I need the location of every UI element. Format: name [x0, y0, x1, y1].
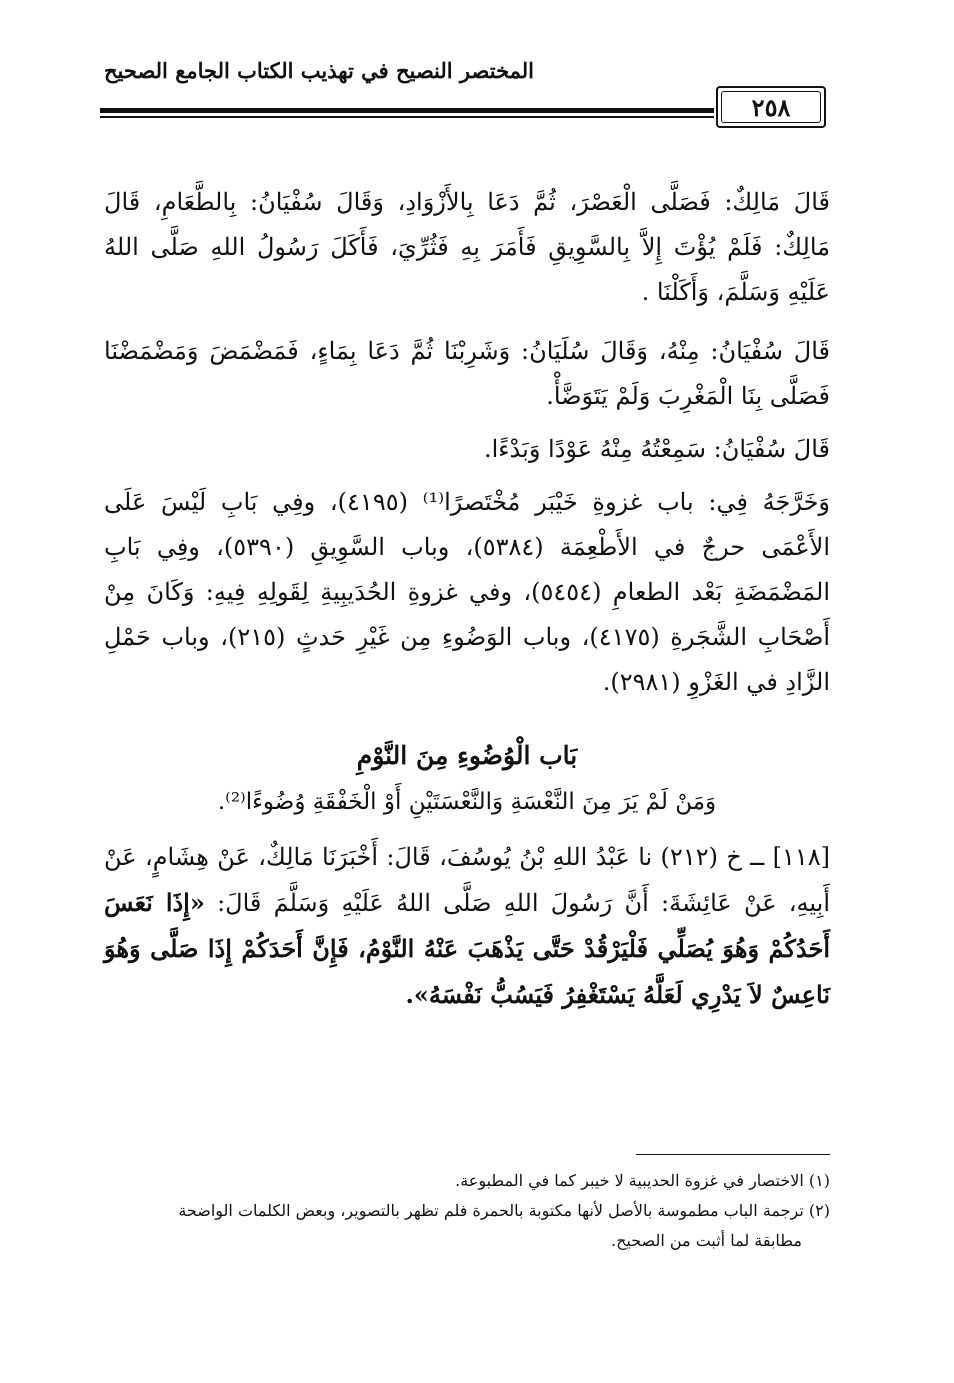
footnote-separator: [636, 1154, 830, 1155]
page-number-box: [716, 86, 826, 128]
paragraph-4: وَخَرَّجَهُ فِي: باب غزوةِ خَيْبَر مُخْتَصرًا⁽¹⁾ (٤١٩٥)، وفِي بَابِ لَيْسَ عَلَى الأَعْمَى حرجٌ في الأَطْعِمَة (٥٣٨٤)، وباب السَّوِيقِ (٥٣٩٠)، وفِي بَابِ المَضْمَضَةِ بَعْد الطعامِ (٥٤٥٤)، وفي غزوةِ الحُدَيبِيةِ لِقَولِهِ فِيهِ: وَكَانَ مِنْ أَصْحَابِ الشَّجَرةِ (٤١٧٥)، وباب الوَضُوءِ مِن غَيْرِ حَدثٍ (٢١٥)، وباب حَمْلِ الزَّادِ في الغَزْوِ (٢٩٨١).: [104, 488, 831, 696]
header-rule-thick: [100, 108, 714, 113]
running-title: المختصر النصيح في تهذيب الكتاب الجامع الصحيح: [104, 58, 534, 83]
hadith-matn: «إِذَا نَعَسَ أَحَدُكُمْ وَهُوَ يُصَلِّي فَلْيَرْقُدْ حَتَّى يَذْهَبَ عَنْهُ النَّوْمُ، فَإِنَّ أَحَدَكُمْ إِذَا صَلَّى وَهُوَ نَاعِسٌ لاَ يَدْرِي لَعَلَّهُ يَسْتَغْفِرُ فَيَسُبُّ نَفْسَهُ».: [104, 888, 830, 1009]
paragraph-2: قَالَ سُفْيَانُ: مِنْهُ، وَقَالَ سُلَيَانُ: وَشَرِبْنَا ثُمَّ دَعَا بِمَاءٍ، فَمَضْمَضَ وَمَضْمَضْنَا فَصَلَّى بِنَا الْمَغْرِبَ وَلَمْ يَتَوَضَّأْ.: [104, 337, 830, 410]
paragraph-3: قَالَ سُفْيَانُ: سَمِعْتُهُ مِنْهُ عَوْدًا وَبَدْءًا.: [483, 435, 830, 463]
footnote-2-line-2: مطابقة لما أثبت من الصحيح.: [611, 1231, 802, 1250]
chapter-subtitle: وَمَنْ لَمْ يَرَ مِنَ النَّعْسَةِ وَالنَّعْسَتَيْنِ أَوْ الْخَفْقَةِ وُضُوءًا⁽²⁾.: [217, 789, 717, 815]
footnote-2-line-1: (٢) ترجمة الباب مطموسة بالأصل لأنها مكتوبة بالحمرة فلم تظهر بالتصوير، وبعض الكلمات الواضحة: [178, 1201, 830, 1220]
hadith-isnad: [١١٨] ــ خ (٢١٢) نا عَبْدُ اللهِ بْنُ يُوسُفَ، قَالَ: أَخْبَرَنَا مَالِكٌ، عَنْ هِشَامٍ، عَنْ أَبِيهِ، عَنْ عَائِشَةَ: أَنَّ رَسُولَ اللهِ صَلَّى اللهُ عَلَيْهِ وَسَلَّمَ قَالَ:: [104, 843, 831, 917]
paragraph-1: قَالَ مَالِكٌ: فَصَلَّى الْعَصْرَ، ثُمَّ دَعَا بِالأَزْوَادِ، وَقَالَ سُفْيَانُ: بِالطَّعَامِ، قَالَ مَالِكٌ: فَلَمْ يُؤْتَ إِلاَّ بِالسَّوِيقِ فَأَمَرَ بِهِ فَثُرِّيَ، فَأَكَلَ رَسُولُ اللهِ صَلَّى اللهُ عَلَيْهِ وَسَلَّمَ، وَأَكَلْنَا .: [104, 188, 830, 306]
footnotes: [104, 1168, 830, 1258]
main-text: [104, 180, 830, 1032]
chapter-title: بَاب الْوُضُوءِ مِنَ النَّوْمِ: [356, 741, 578, 770]
footnote-1: (١) الاختصار في غزوة الحديبية لا خيبر كما في المطبوعة.: [455, 1171, 830, 1190]
hadith-paragraph: [104, 835, 830, 1018]
page-number: ٢٥٨: [751, 92, 791, 122]
header-rule-thin: [100, 116, 714, 118]
